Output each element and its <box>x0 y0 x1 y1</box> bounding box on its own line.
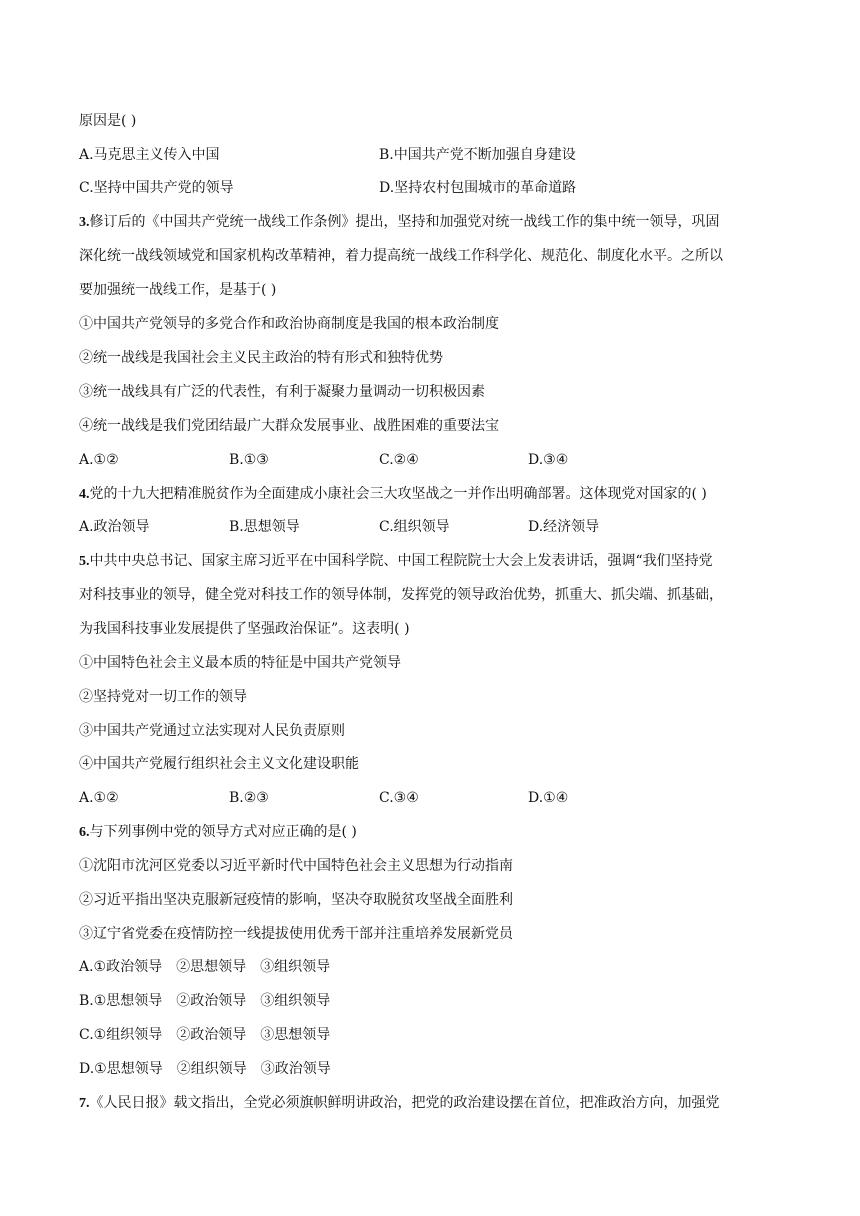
q6-item-1: ①沈阳市沈河区党委以习近平新时代中国特色社会主义思想为行动指南 <box>79 858 513 874</box>
q2-option-d: D.坚持农村包围城市的革命道路 <box>379 180 577 196</box>
q3-text: 修订后的《中国共产党统一战线工作条例》提出，坚持和加强党对统一战线工作的集中统一领导，巩固 <box>89 214 720 230</box>
q3-item-2: ②统一战线是我国社会主义民主政治的特有形式和独特优势 <box>79 350 443 366</box>
q5-item-3: ③中国共产党通过立法实现对人民负责原则 <box>79 723 345 739</box>
q3-item-3: ③统一战线具有广泛的代表性，有利于凝聚力量调动一切积极因素 <box>79 384 485 400</box>
q4-option-d: D.经济领导 <box>528 519 600 535</box>
q6-number: 6. <box>79 825 90 840</box>
q2-option-c: C.坚持中国共产党的领导 <box>79 180 234 196</box>
q5-item-1: ①中国特色社会主义最本质的特征是中国共产党领导 <box>79 655 401 671</box>
q7-stem-line1 <box>79 1094 720 1113</box>
q4-option-b: B.思想领导 <box>229 519 300 535</box>
q3-stem-line3: 要加强统一战线工作，是基于( ) <box>79 282 277 298</box>
q5-option-a: A.①② <box>79 790 119 806</box>
q6-stem-line1 <box>79 823 357 842</box>
q3-item-4: ④统一战线是我们党团结最广大群众发展事业、战胜困难的重要法宝 <box>79 418 499 434</box>
q7-text: 《人民日报》载文指出，全党必须旗帜鲜明讲政治，把党的政治建设摆在首位，把准政治方向，加强党 <box>89 1095 720 1111</box>
q4-option-a: A.政治领导 <box>79 519 150 535</box>
q5-option-c: C.③④ <box>379 790 419 806</box>
q3-option-c: C.②④ <box>379 452 419 468</box>
q5-item-4: ④中国共产党履行组织社会主义文化建设职能 <box>79 756 359 772</box>
q6-text: 与下列事例中党的领导方式对应正确的是( ) <box>89 824 357 840</box>
q7-number: 7. <box>79 1096 90 1111</box>
q3-stem-line2: 深化统一战线领域党和国家机构改革精神，着力提高统一战线工作科学化、规范化、制度化水平。之所以 <box>79 248 723 264</box>
q4-option-c: C.组织领导 <box>379 519 450 535</box>
q5-text: 中共中央总书记、国家主席习近平在中国科学院、中国工程院院士大会上发表讲话，强调“我们坚持党 <box>89 553 713 569</box>
q6-option-d: D.①思想领导 ②组织领导 ③政治领导 <box>79 1061 331 1077</box>
q4-text: 党的十九大把精准脱贫作为全面建成小康社会三大攻坚战之一并作出明确部署。这体现党对国家的( ) <box>89 486 707 502</box>
q4-number: 4. <box>79 487 90 502</box>
q3-number: 3. <box>79 215 90 230</box>
q3-item-1: ①中国共产党领导的多党合作和政治协商制度是我国的根本政治制度 <box>79 316 499 332</box>
q2-stem-continuation: 原因是( ) <box>79 113 137 129</box>
q5-item-2: ②坚持党对一切工作的领导 <box>79 689 247 705</box>
q6-item-3: ③辽宁省党委在疫情防控一线提拔使用优秀干部并注重培养发展新党员 <box>79 926 513 942</box>
q6-option-c: C.①组织领导 ②政治领导 ③思想领导 <box>79 1027 331 1043</box>
q5-number: 5. <box>79 554 90 569</box>
q6-item-2: ②习近平指出坚决克服新冠疫情的影响，坚决夺取脱贫攻坚战全面胜利 <box>79 892 513 908</box>
q2-option-a: A.马克思主义传入中国 <box>79 147 220 163</box>
q5-option-d: D.①④ <box>528 790 569 806</box>
q3-option-a: A.①② <box>79 452 119 468</box>
q4-stem-line1 <box>79 485 707 504</box>
q5-option-b: B.②③ <box>229 790 269 806</box>
q5-stem-line1 <box>79 552 713 571</box>
q3-option-d: D.③④ <box>528 452 569 468</box>
q2-option-b: B.中国共产党不断加强自身建设 <box>379 147 576 163</box>
q5-stem-line2: 对科技事业的领导，健全党对科技工作的领导体制，发挥党的领导政治优势，抓重大、抓尖端、抓基础， <box>79 587 723 603</box>
q3-option-b: B.①③ <box>229 452 269 468</box>
q6-option-a: A.①政治领导 ②思想领导 ③组织领导 <box>79 959 331 975</box>
q6-option-b: B.①思想领导 ②政治领导 ③组织领导 <box>79 993 331 1009</box>
q3-stem-line1 <box>79 213 720 232</box>
q5-stem-line3: 为我国科技事业发展提供了坚强政治保证”。这表明( ) <box>79 621 410 637</box>
